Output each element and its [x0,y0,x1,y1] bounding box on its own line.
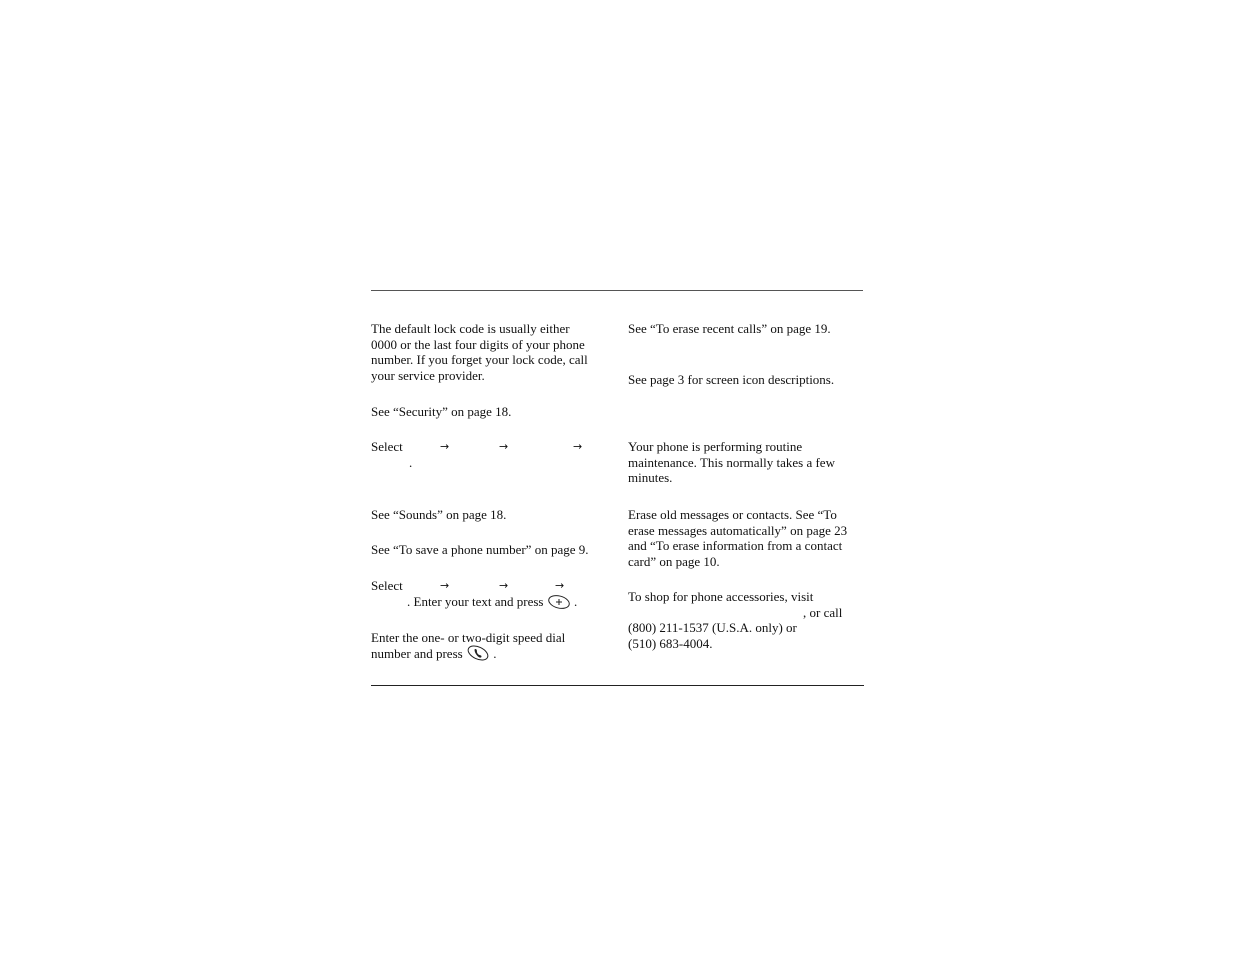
maintenance-paragraph [628,439,835,486]
select-instruction-1 [371,439,403,455]
save-number-reference: See “To save a phone number” on page 9. [371,542,589,557]
arrow-icon: → [573,440,583,453]
accessories-line-4: (510) 683-4004. [628,635,713,651]
accessories-paragraph [628,589,842,651]
erase-calls-reference: See “To erase recent calls” on page 19. [628,321,831,336]
select-word: Select [371,578,403,593]
lock-code-line-2: 0000 or the last four digits of your phone [371,336,585,352]
ok-key-icon [547,593,571,611]
bottom-rule [371,685,864,686]
lock-code-line-4: your service provider. [371,367,485,383]
select-instruction-1-trail: . [409,455,413,470]
speed-dial-paragraph [371,630,565,662]
arrow-icon: → [499,440,509,453]
maintenance-line-2: maintenance. This normally takes a few [628,454,835,470]
sounds-reference: See “Sounds” on page 18. [371,507,507,522]
speed-dial-line-1: Enter the one- or two-digit speed dial [371,630,566,645]
arrow-icon: → [440,579,450,592]
icon-reference: See page 3 for screen icon descriptions. [628,372,835,387]
erase-old-paragraph [628,507,847,569]
lock-code-line-1: The default lock code is usually either [371,321,570,336]
arrow-icon: → [499,579,509,592]
lock-code-line-3: number. If you forget your lock code, call [371,352,588,368]
speed-dial-line-2: number and press . [371,646,565,663]
erase-old-line-2: erase messages automatically” on page 23 [628,522,848,538]
accessories-line-1: To shop for phone accessories, visit [628,589,814,604]
maintenance-line-1: Your phone is performing routine [628,439,803,454]
accessories-line-2: , or call [803,604,843,620]
lock-code-paragraph [371,321,588,383]
arrow-icon: → [440,440,450,453]
erase-old-line-1: Erase old messages or contacts. See “To [628,507,837,522]
select-instruction-2-line-2: . Enter your text and press . [407,594,578,609]
send-key-icon [466,644,490,662]
select-word: Select [371,439,403,454]
accessories-line-3: (800) 211-1537 (U.S.A. only) or [628,620,797,636]
arrow-icon: → [555,579,565,592]
top-rule [371,290,863,291]
security-reference: See “Security” on page 18. [371,404,512,419]
erase-old-line-4: card” on page 10. [628,553,720,569]
select-instruction-2 [371,578,403,594]
erase-old-line-3: and “To erase information from a contact [628,538,843,554]
maintenance-line-3: minutes. [628,470,673,486]
